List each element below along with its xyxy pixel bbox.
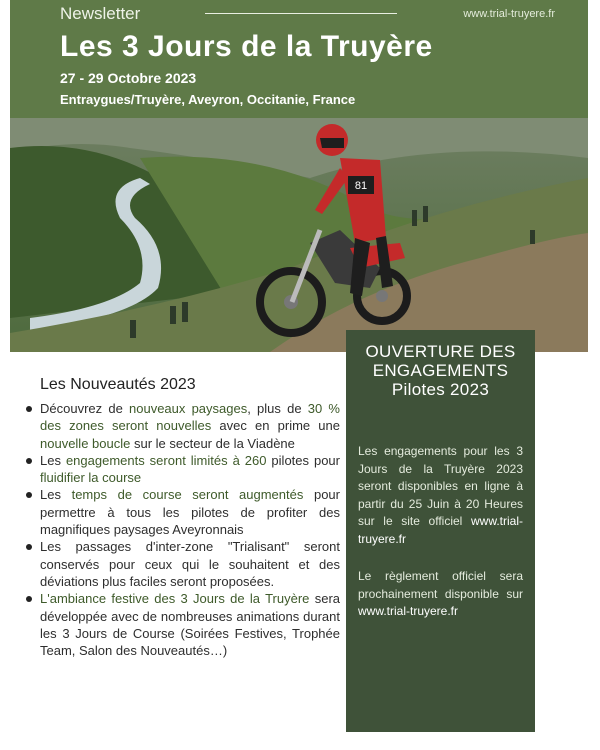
header-site-link[interactable]: www.trial-truyere.fr — [463, 8, 555, 20]
registration-site-link[interactable]: www.trial-truyere.fr — [358, 514, 523, 546]
header-divider — [205, 13, 397, 14]
newsletter-label: Newsletter — [60, 4, 141, 23]
registration-text: Les engagements pour les 3 Jours de la Truyère 2023 seront disponibles en ligne à partir du 25 Juin à 20 Heures sur le site officiel www.trial-truyere.fr — [358, 444, 523, 546]
news-list — [22, 400, 340, 659]
registration-panel — [346, 330, 535, 732]
event-location: Entraygues/Truyère, Aveyron, Occitanie, France — [60, 92, 356, 107]
news-item: L'ambiance festive des 3 Jours de la Truyère sera développée avec de nombreuses animations durant les 3 Jours de Course (Soirées Festives, Trophée Team, Salon des Nouveautés…) — [22, 590, 340, 659]
rider-bib-number: 81 — [354, 180, 368, 192]
news-item: Les engagements seront limités à 260 pilotes pour fluidifier la course — [22, 452, 340, 487]
rules-text: Le règlement officiel sera prochainement disponible sur www.trial-truyere.fr — [358, 569, 523, 618]
hero-photo — [10, 118, 588, 352]
news-item: Les passages d'inter-zone "Trialisant" seront conservés pour ceux qui le souhaitent et des déviations plus faciles seront proposées. — [22, 538, 340, 590]
trial-rider-photo — [10, 118, 588, 352]
news-item: Découvrez de nouveaux paysages, plus de 30 % des zones seront nouvelles avec en prime une nouvelle boucle sur le secteur de la Viadène — [22, 400, 340, 452]
news-item: Les temps de course seront augmentés pour permettre à tous les pilotes de profiter des magnifiques paysages Aveyronnais — [22, 486, 340, 538]
registration-heading: OUVERTURE DES ENGAGEMENTS Pilotes 2023 — [365, 342, 516, 399]
newsletter-header — [10, 0, 588, 118]
news-section-title: Les Nouveautés 2023 — [40, 376, 196, 393]
event-dates: 27 - 29 Octobre 2023 — [60, 70, 197, 86]
event-title: Les 3 Jours de la Truyère — [60, 30, 433, 63]
rules-site-link[interactable]: www.trial-truyere.fr — [358, 604, 459, 618]
